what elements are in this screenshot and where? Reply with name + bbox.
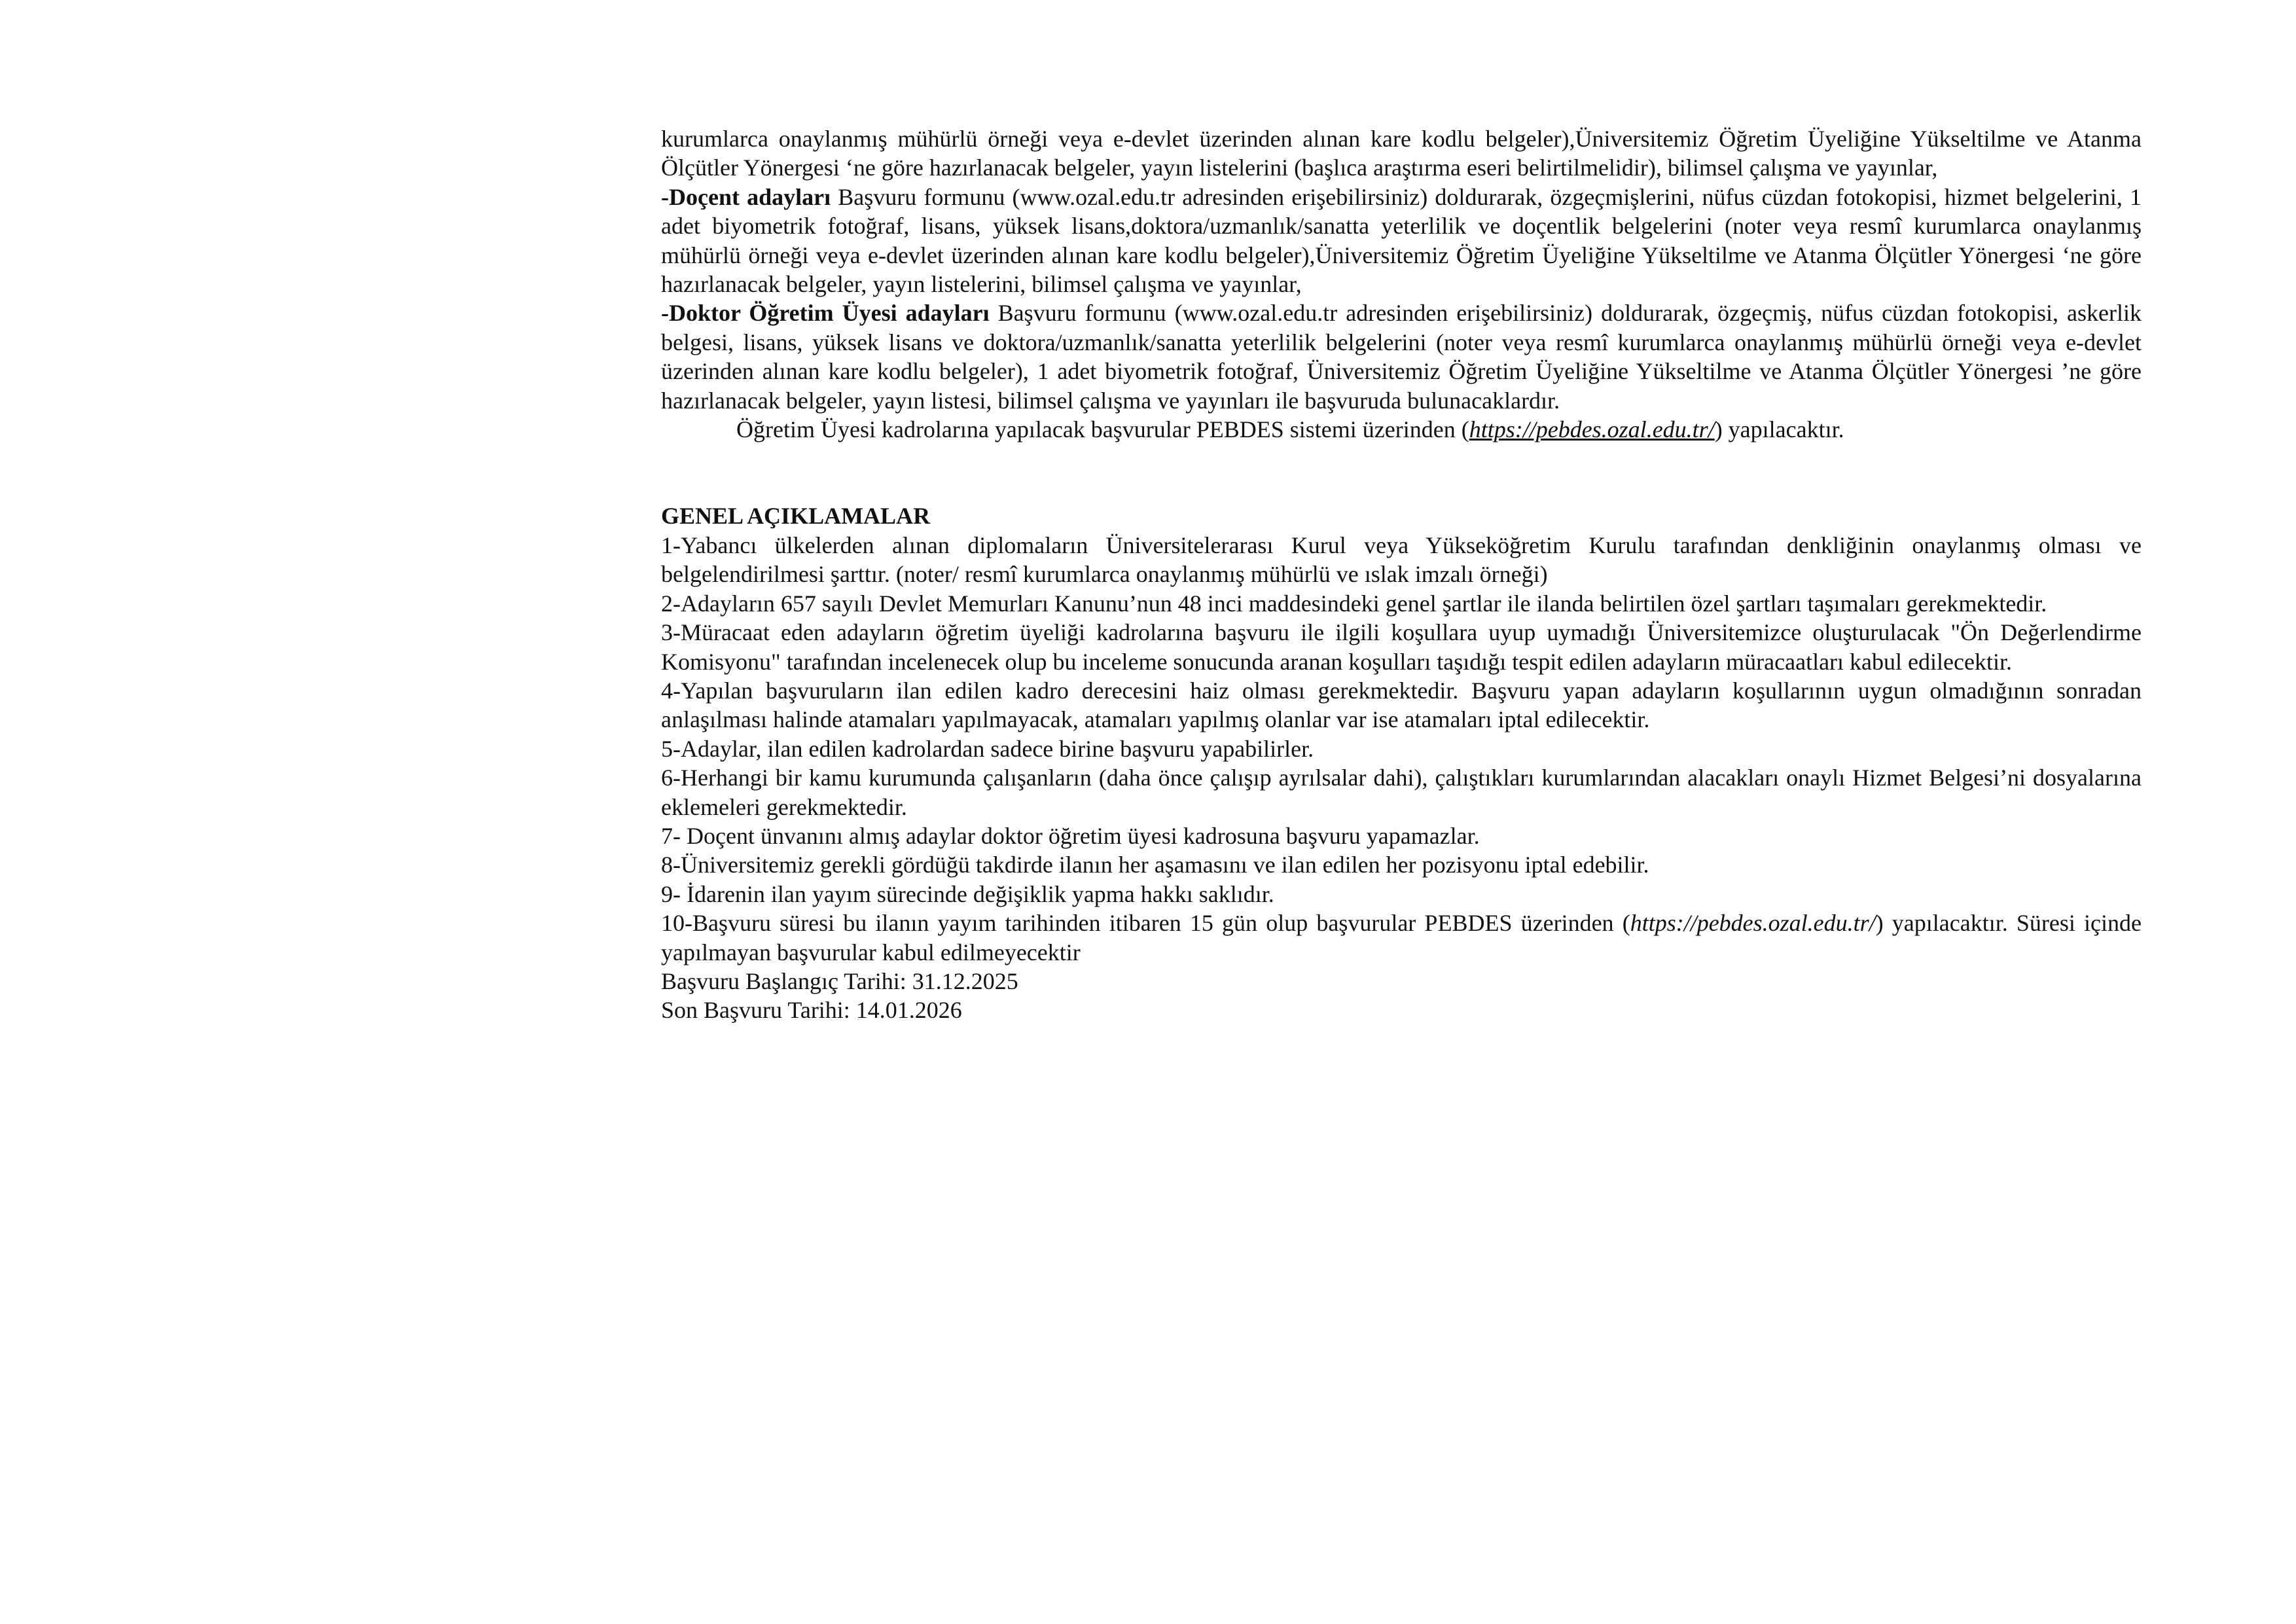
pebdes-link[interactable]: https://pebdes.ozal.edu.tr/ [1469,416,1715,443]
general-item-10 [661,909,2142,967]
general-item-7: 7- Doçent ünvanını almış adaylar doktor öğretim üyesi kadrosuna başvuru yapamazlar. [661,822,1480,849]
doktor-label: -Doktor Öğretim Üyesi adayları [661,300,990,327]
general-item-9: 9- İdarenin ilan yayım sürecinde değişiklik yapma hakkı saklıdır. [661,880,1274,907]
item10-text-after: ) yapılacaktır. Süresi içinde yapılmayan başvurular kabul edilmeyecektir [661,910,2142,965]
general-item-2: 2-Adayların 657 sayılı Devlet Memurları Kanunu’nun 48 inci maddesindeki genel şartlar ile ilanda belirtilen özel şartları taşımaları gerekmektedir. [661,590,2047,617]
docent-text: Başvuru formunu (www.ozal.edu.tr adresinden erişebilirsiniz) doldurarak, özgeçmişlerini, nüfus cüzdan fotokopisi, hizmet belgelerini, 1 adet biyometrik fotoğraf, lisans, yüksek lisans,doktora/uzmanlık/sanatta yeterlilik ve doçentlik belgelerini (noter veya resmî kurumlarca onaylanmış mühürlü örneği veya e-devlet üzerinden alınan kare kodlu belgeler),Üniversitemiz Öğretim Üyeliğine Yükseltilme ve Atanma Ölçütler Yönergesi ‘ne göre hazırlanacak belgeler, yayın listelerini, bilimsel çalışma ve yayınlar, [661,183,2142,298]
general-item-4: 4-Yapılan başvuruların ilan edilen kadro derecesini haiz olması gerekmektedir. Başvuru yapan adayların koşullarının uygun olmadığının sonradan anlaşılması halinde atamaları yapılmayacak, atamaları yapılmış olanlar var ise atamaları iptal edilecektir. [661,677,2142,733]
general-item-1: 1-Yabancı ülkelerden alınan diplomaların Üniversitelerarası Kurul veya Yükseköğretim Kurulu tarafından denkliğinin onaylanmış olması ve belgelendirilmesi şarttır. (noter/ resmî kurumlarca onaylanmış mühürlü ve ıslak imzalı örneği) [661,532,2142,588]
doktor-paragraph [661,298,2142,415]
doktor-text: Başvuru formunu (www.ozal.edu.tr adresinden erişebilirsiniz) doldurarak, özgeçmiş, nüfus cüzdan fotokopisi, askerlik belgesi, lisans, yüksek lisans ve doktora/uzmanlık/sanatta yeterlilik belgelerini (noter veya resmî kurumlarca onaylanmış mühürlü örneği veya e-devlet üzerinden alınan kare kodlu belgeler), 1 adet biyometrik fotoğraf, Üniversitemiz Öğretim Üyeliğine Yükseltilme ve Atanma Ölçütler Yönergesi ’ne göre hazırlanacak belgeler, yayın listesi, bilimsel çalışma ve yayınları ile başvuruda bulunacaklardır. [661,300,2142,414]
item10-text-before: 10-Başvuru süresi bu ilanın yayım tarihinden itibaren 15 gün olup başvurular PEBDES üzerinden ( [661,910,1630,937]
document-body [661,124,2142,1025]
docent-label: -Doçent adayları [661,183,831,210]
item10-link[interactable]: https://pebdes.ozal.edu.tr/ [1630,910,1876,937]
general-heading: GENEL AÇIKLAMALAR [661,503,931,530]
general-item-5: 5-Adaylar, ilan edilen kadrolardan sadece birine başvuru yapabilirler. [661,735,1314,762]
pebdes-paragraph [661,415,2142,444]
application-start-date: Başvuru Başlangıç Tarihi: 31.12.2025 [661,967,1018,994]
general-item-6: 6-Herhangi bir kamu kurumunda çalışanların (daha önce çalışıp ayrılsalar dahi), çalıştıkları kurumlarından alacakları onaylı Hizmet Belgesi’ni dosyalarına eklemeleri gerekmektedir. [661,765,2142,820]
application-end-date: Son Başvuru Tarihi: 14.01.2026 [661,997,962,1024]
general-item-3: 3-Müracaat eden adayların öğretim üyeliği kadrolarına başvuru ile ilgili koşullara uyup uymadığı Üniversitemizce oluşturulacak "Ön Değerlendirme Komisyonu" tarafından incelenecek olup bu inceleme sonucunda aranan koşulları taşıdığı tespit edilen adayların müracaatları kabul edilecektir. [661,619,2142,675]
pebdes-text-after: ) yapılacaktır. [1714,416,1844,443]
docent-paragraph [661,183,2142,299]
intro-continuation: kurumlarca onaylanmış mühürlü örneği veya e-devlet üzerinden alınan kare kodlu belgeler),Üniversitemiz Öğretim Üyeliğine Yükseltilme ve Atanma Ölçütler Yönergesi ‘ne göre hazırlanacak belgeler, yayın listelerini (başlıca araştırma eseri belirtilmelidir), bilimsel çalışma ve yayınlar, [661,126,2142,181]
pebdes-text-before: Öğretim Üyesi kadrolarına yapılacak başvurular PEBDES sistemi üzerinden ( [736,416,1469,443]
general-item-8: 8-Üniversitemiz gerekli gördüğü takdirde ilanın her aşamasını ve ilan edilen her pozisyonu iptal edebilir. [661,852,1649,878]
